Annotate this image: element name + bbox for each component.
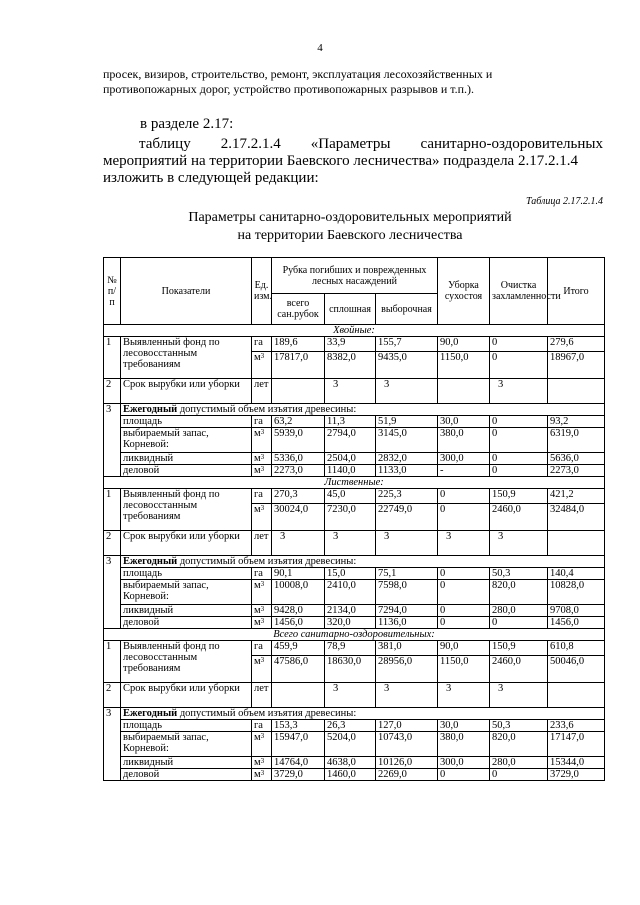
value-cell: 7230,0	[325, 504, 376, 531]
value-cell: 300,0	[438, 757, 490, 769]
table-title	[100, 209, 600, 245]
section-title: Хвойные:	[104, 325, 605, 337]
unit-cell: $м^3$	[252, 580, 272, 605]
row-label: деловой	[121, 617, 252, 629]
value-cell: 820,0	[490, 732, 548, 757]
value-cell: 1150,0	[438, 352, 490, 379]
row-label: Выявленный фонд по лесовосстанным требованиям	[121, 489, 252, 531]
value-cell: 150,9	[490, 489, 548, 504]
value-cell: 0	[438, 769, 490, 781]
header-unit: Ед. изм.	[252, 258, 272, 325]
section-title: Лиственные:	[104, 477, 605, 489]
table-row	[104, 556, 605, 568]
unit-cell: лет	[252, 531, 272, 556]
table-row	[104, 580, 605, 605]
value-cell: 225,3	[376, 489, 438, 504]
value-cell: 0	[490, 465, 548, 477]
table-row	[104, 629, 605, 641]
value-cell: 9708,0	[548, 605, 605, 617]
value-cell: 380,0	[438, 428, 490, 453]
row-label: выбираемый запас, Корневой:	[121, 732, 252, 757]
row-number: 2	[104, 531, 121, 556]
cubic-superscript: 3	[260, 428, 265, 436]
value-cell: 1133,0	[376, 465, 438, 477]
unit-cell: лет	[252, 379, 272, 404]
value-cell: 280,0	[490, 757, 548, 769]
value-cell: 1136,0	[376, 617, 438, 629]
value-cell: 93,2	[548, 416, 605, 428]
unit-cell: $м^3$	[252, 656, 272, 683]
value-cell: 75,1	[376, 568, 438, 580]
value-cell: 15,0	[325, 568, 376, 580]
cubic-superscript: 3	[260, 352, 265, 360]
row-label: площадь	[121, 720, 252, 732]
row-number: 2	[104, 683, 121, 708]
row-label: деловой	[121, 769, 252, 781]
value-cell: 0	[490, 428, 548, 453]
value-cell: 50,3	[490, 568, 548, 580]
parameters-table	[103, 257, 605, 781]
value-cell: 189,6	[272, 337, 325, 352]
table-row	[104, 489, 605, 504]
table-row	[104, 465, 605, 477]
instruction-line: таблицу 2.17.2.1.4 «Параметры санитарно-оздоровительных	[139, 136, 603, 152]
table-row	[104, 404, 605, 416]
value-cell: 3	[490, 683, 548, 708]
value-cell: 10743,0	[376, 732, 438, 757]
value-cell	[548, 531, 605, 556]
value-cell: 2794,0	[325, 428, 376, 453]
row-number: 3	[104, 708, 121, 781]
value-cell: 33,9	[325, 337, 376, 352]
value-cell: 15344,0	[548, 757, 605, 769]
annual-label	[121, 556, 605, 568]
section-title: Всего санитарно-оздоровительных:	[104, 629, 605, 641]
value-cell: 2460,0	[490, 504, 548, 531]
unit-cell: га	[252, 489, 272, 504]
value-cell: 127,0	[376, 720, 438, 732]
annual-label	[121, 708, 605, 720]
row-label: ликвидный	[121, 757, 252, 769]
value-cell: 0	[490, 769, 548, 781]
header-felling-group: Рубка погибших и поврежденных лесных насаждений	[272, 258, 438, 294]
cubic-superscript: 3	[260, 580, 265, 588]
value-cell: 14764,0	[272, 757, 325, 769]
value-cell: 9428,0	[272, 605, 325, 617]
intro-line: просек, визиров, строительство, ремонт, эксплуатация лесохозяйственных и	[103, 67, 493, 81]
unit-cell: га	[252, 641, 272, 656]
row-label: Срок вырубки или уборки	[121, 379, 252, 404]
row-label: Срок вырубки или уборки	[121, 683, 252, 708]
value-cell: 1150,0	[438, 656, 490, 683]
value-cell: 10126,0	[376, 757, 438, 769]
cubic-superscript: 3	[260, 504, 265, 512]
page-number: 4	[317, 42, 323, 54]
table-row	[104, 379, 605, 404]
value-cell: 1456,0	[548, 617, 605, 629]
value-cell: 63,2	[272, 416, 325, 428]
cubic-superscript: 3	[260, 453, 265, 461]
value-cell: 5204,0	[325, 732, 376, 757]
row-label: Выявленный фонд по лесовосстанным требованиям	[121, 337, 252, 379]
header-clear: сплошная	[325, 294, 376, 325]
cubic-superscript: 3	[260, 769, 265, 777]
value-cell: 155,7	[376, 337, 438, 352]
value-cell: 0	[490, 453, 548, 465]
value-cell: 381,0	[376, 641, 438, 656]
cubic-superscript: 3	[260, 617, 265, 625]
unit-cell: лет	[252, 683, 272, 708]
value-cell: 0	[490, 617, 548, 629]
value-cell: 150,9	[490, 641, 548, 656]
value-cell: 3729,0	[548, 769, 605, 781]
value-cell: 2269,0	[376, 769, 438, 781]
value-cell: 7294,0	[376, 605, 438, 617]
table-row	[104, 732, 605, 757]
value-cell: 0	[438, 504, 490, 531]
unit-cell: га	[252, 416, 272, 428]
value-cell: 0	[490, 337, 548, 352]
value-cell: 300,0	[438, 453, 490, 465]
value-cell: 50,3	[490, 720, 548, 732]
value-cell: 10008,0	[272, 580, 325, 605]
value-cell: 7598,0	[376, 580, 438, 605]
row-label: ликвидный	[121, 605, 252, 617]
instruction-line: изложить в следующей редакции:	[103, 170, 319, 186]
value-cell: 51,9	[376, 416, 438, 428]
value-cell: 32484,0	[548, 504, 605, 531]
header-indicator: Показатели	[121, 258, 252, 325]
row-number: 1	[104, 337, 121, 379]
unit-cell: $м^3$	[252, 769, 272, 781]
header-cleaning: Очистка захламленности	[490, 258, 548, 325]
intro-line: противопожарных дорог, устройство противопожарных разрывов и т.п.).	[103, 82, 475, 96]
value-cell	[548, 379, 605, 404]
value-cell: 2460,0	[490, 656, 548, 683]
unit-cell: $м^3$	[252, 617, 272, 629]
value-cell: 90,0	[438, 337, 490, 352]
value-cell: 3	[272, 531, 325, 556]
table-caption: Таблица 2.17.2.1.4	[526, 196, 603, 207]
row-label: выбираемый запас, Корневой:	[121, 580, 252, 605]
header-selective: выборочная	[376, 294, 438, 325]
value-cell: 2273,0	[272, 465, 325, 477]
value-cell: 233,6	[548, 720, 605, 732]
value-cell: 153,3	[272, 720, 325, 732]
value-cell: 50046,0	[548, 656, 605, 683]
value-cell: 3	[376, 683, 438, 708]
value-cell	[548, 683, 605, 708]
value-cell: 30024,0	[272, 504, 325, 531]
unit-cell: $м^3$	[252, 465, 272, 477]
table-title-line: Параметры санитарно-оздоровительных мероприятий	[188, 210, 512, 225]
annual-label-rest: допустимый объем изъятия древесины:	[177, 708, 357, 719]
value-cell: 3	[438, 683, 490, 708]
unit-cell: $м^3$	[252, 605, 272, 617]
value-cell: 1140,0	[325, 465, 376, 477]
value-cell: 0	[438, 605, 490, 617]
value-cell: 270,3	[272, 489, 325, 504]
unit-cell: $м^3$	[252, 757, 272, 769]
value-cell: 17147,0	[548, 732, 605, 757]
value-cell: 2134,0	[325, 605, 376, 617]
value-cell: 320,0	[325, 617, 376, 629]
value-cell: 2410,0	[325, 580, 376, 605]
unit-cell: $м^3$	[252, 352, 272, 379]
value-cell: 47586,0	[272, 656, 325, 683]
intro-paragraph	[103, 67, 603, 97]
row-number: 1	[104, 641, 121, 683]
value-cell: 459,9	[272, 641, 325, 656]
annual-label-bold: Ежегодный	[123, 404, 178, 415]
value-cell: 0	[438, 489, 490, 504]
header-total: Итого	[548, 258, 605, 325]
value-cell: 22749,0	[376, 504, 438, 531]
table-row	[104, 720, 605, 732]
row-number: 3	[104, 556, 121, 629]
value-cell: 30,0	[438, 416, 490, 428]
instruction-paragraph	[103, 136, 603, 187]
annual-label	[121, 404, 605, 416]
value-cell: 3729,0	[272, 769, 325, 781]
table-row	[104, 453, 605, 465]
value-cell: 0	[438, 617, 490, 629]
value-cell: 4638,0	[325, 757, 376, 769]
unit-cell: $м^3$	[252, 732, 272, 757]
value-cell: -	[438, 465, 490, 477]
cubic-superscript: 3	[260, 757, 265, 765]
table-row	[104, 683, 605, 708]
unit-cell: $м^3$	[252, 428, 272, 453]
value-cell: 610,8	[548, 641, 605, 656]
value-cell: 3	[325, 379, 376, 404]
table-row	[104, 531, 605, 556]
unit-cell: га	[252, 337, 272, 352]
row-label: Срок вырубки или уборки	[121, 531, 252, 556]
value-cell: 1460,0	[325, 769, 376, 781]
table-row	[104, 617, 605, 629]
value-cell: 5939,0	[272, 428, 325, 453]
table-row	[104, 568, 605, 580]
value-cell: 10828,0	[548, 580, 605, 605]
value-cell: 820,0	[490, 580, 548, 605]
value-cell: 0	[490, 416, 548, 428]
row-label: деловой	[121, 465, 252, 477]
row-number: 3	[104, 404, 121, 477]
table-row	[104, 477, 605, 489]
table-row	[104, 708, 605, 720]
value-cell: 3145,0	[376, 428, 438, 453]
value-cell: 15947,0	[272, 732, 325, 757]
value-cell: 280,0	[490, 605, 548, 617]
value-cell: 380,0	[438, 732, 490, 757]
value-cell: 30,0	[438, 720, 490, 732]
value-cell: 3	[490, 531, 548, 556]
value-cell: 2504,0	[325, 453, 376, 465]
value-cell: 1456,0	[272, 617, 325, 629]
header-num: № п/п	[104, 258, 121, 325]
value-cell: 8382,0	[325, 352, 376, 379]
value-cell: 6319,0	[548, 428, 605, 453]
row-label: площадь	[121, 416, 252, 428]
value-cell: 28956,0	[376, 656, 438, 683]
table-row	[104, 428, 605, 453]
value-cell: 3	[325, 683, 376, 708]
row-label: площадь	[121, 568, 252, 580]
value-cell	[272, 683, 325, 708]
unit-cell: $м^3$	[252, 453, 272, 465]
value-cell: 18630,0	[325, 656, 376, 683]
value-cell: 0	[438, 568, 490, 580]
value-cell: 26,3	[325, 720, 376, 732]
value-cell: 3	[376, 379, 438, 404]
value-cell: 90,1	[272, 568, 325, 580]
value-cell: 3	[490, 379, 548, 404]
value-cell: 421,2	[548, 489, 605, 504]
table-row	[104, 605, 605, 617]
cubic-superscript: 3	[260, 732, 265, 740]
cubic-superscript: 3	[260, 656, 265, 664]
value-cell: 78,9	[325, 641, 376, 656]
value-cell: 279,6	[548, 337, 605, 352]
value-cell: 11,3	[325, 416, 376, 428]
unit-cell: га	[252, 720, 272, 732]
value-cell: 0	[438, 580, 490, 605]
value-cell: 45,0	[325, 489, 376, 504]
value-cell: 3	[325, 531, 376, 556]
value-cell: 9435,0	[376, 352, 438, 379]
table-row	[104, 757, 605, 769]
value-cell: 90,0	[438, 641, 490, 656]
annual-label-rest: допустимый объем изъятия древесины:	[177, 404, 357, 415]
annual-label-bold: Ежегодный	[123, 708, 178, 719]
table-title-line: на территории Баевского лесничества	[237, 228, 463, 243]
row-label: выбираемый запас, Корневой:	[121, 428, 252, 453]
value-cell: 2832,0	[376, 453, 438, 465]
value-cell: 2273,0	[548, 465, 605, 477]
table-row	[104, 325, 605, 337]
unit-cell: $м^3$	[252, 504, 272, 531]
row-label: ликвидный	[121, 453, 252, 465]
header-deadwood: Уборка сухостоя	[438, 258, 490, 325]
value-cell	[272, 379, 325, 404]
row-number: 2	[104, 379, 121, 404]
value-cell: 0	[490, 352, 548, 379]
header-total-fell: всего сан.рубок	[272, 294, 325, 325]
value-cell: 140,4	[548, 568, 605, 580]
table-row	[104, 641, 605, 656]
value-cell: 5336,0	[272, 453, 325, 465]
table-row	[104, 416, 605, 428]
value-cell: 3	[438, 531, 490, 556]
row-number: 1	[104, 489, 121, 531]
value-cell: 5636,0	[548, 453, 605, 465]
cubic-superscript: 3	[260, 605, 265, 613]
unit-cell: га	[252, 568, 272, 580]
value-cell: 18967,0	[548, 352, 605, 379]
value-cell	[438, 379, 490, 404]
cubic-superscript: 3	[260, 465, 265, 473]
value-cell: 3	[376, 531, 438, 556]
table-row	[104, 337, 605, 352]
annual-label-bold: Ежегодный	[123, 556, 178, 567]
instruction-line: мероприятий на территории Баевского лесничества» подраздела 2.17.2.1.4	[103, 153, 578, 169]
value-cell: 17817,0	[272, 352, 325, 379]
annual-label-rest: допустимый объем изъятия древесины:	[177, 556, 357, 567]
row-label: Выявленный фонд по лесовосстанным требованиям	[121, 641, 252, 683]
section-reference: в разделе 2.17:	[140, 116, 234, 132]
table-row	[104, 769, 605, 781]
